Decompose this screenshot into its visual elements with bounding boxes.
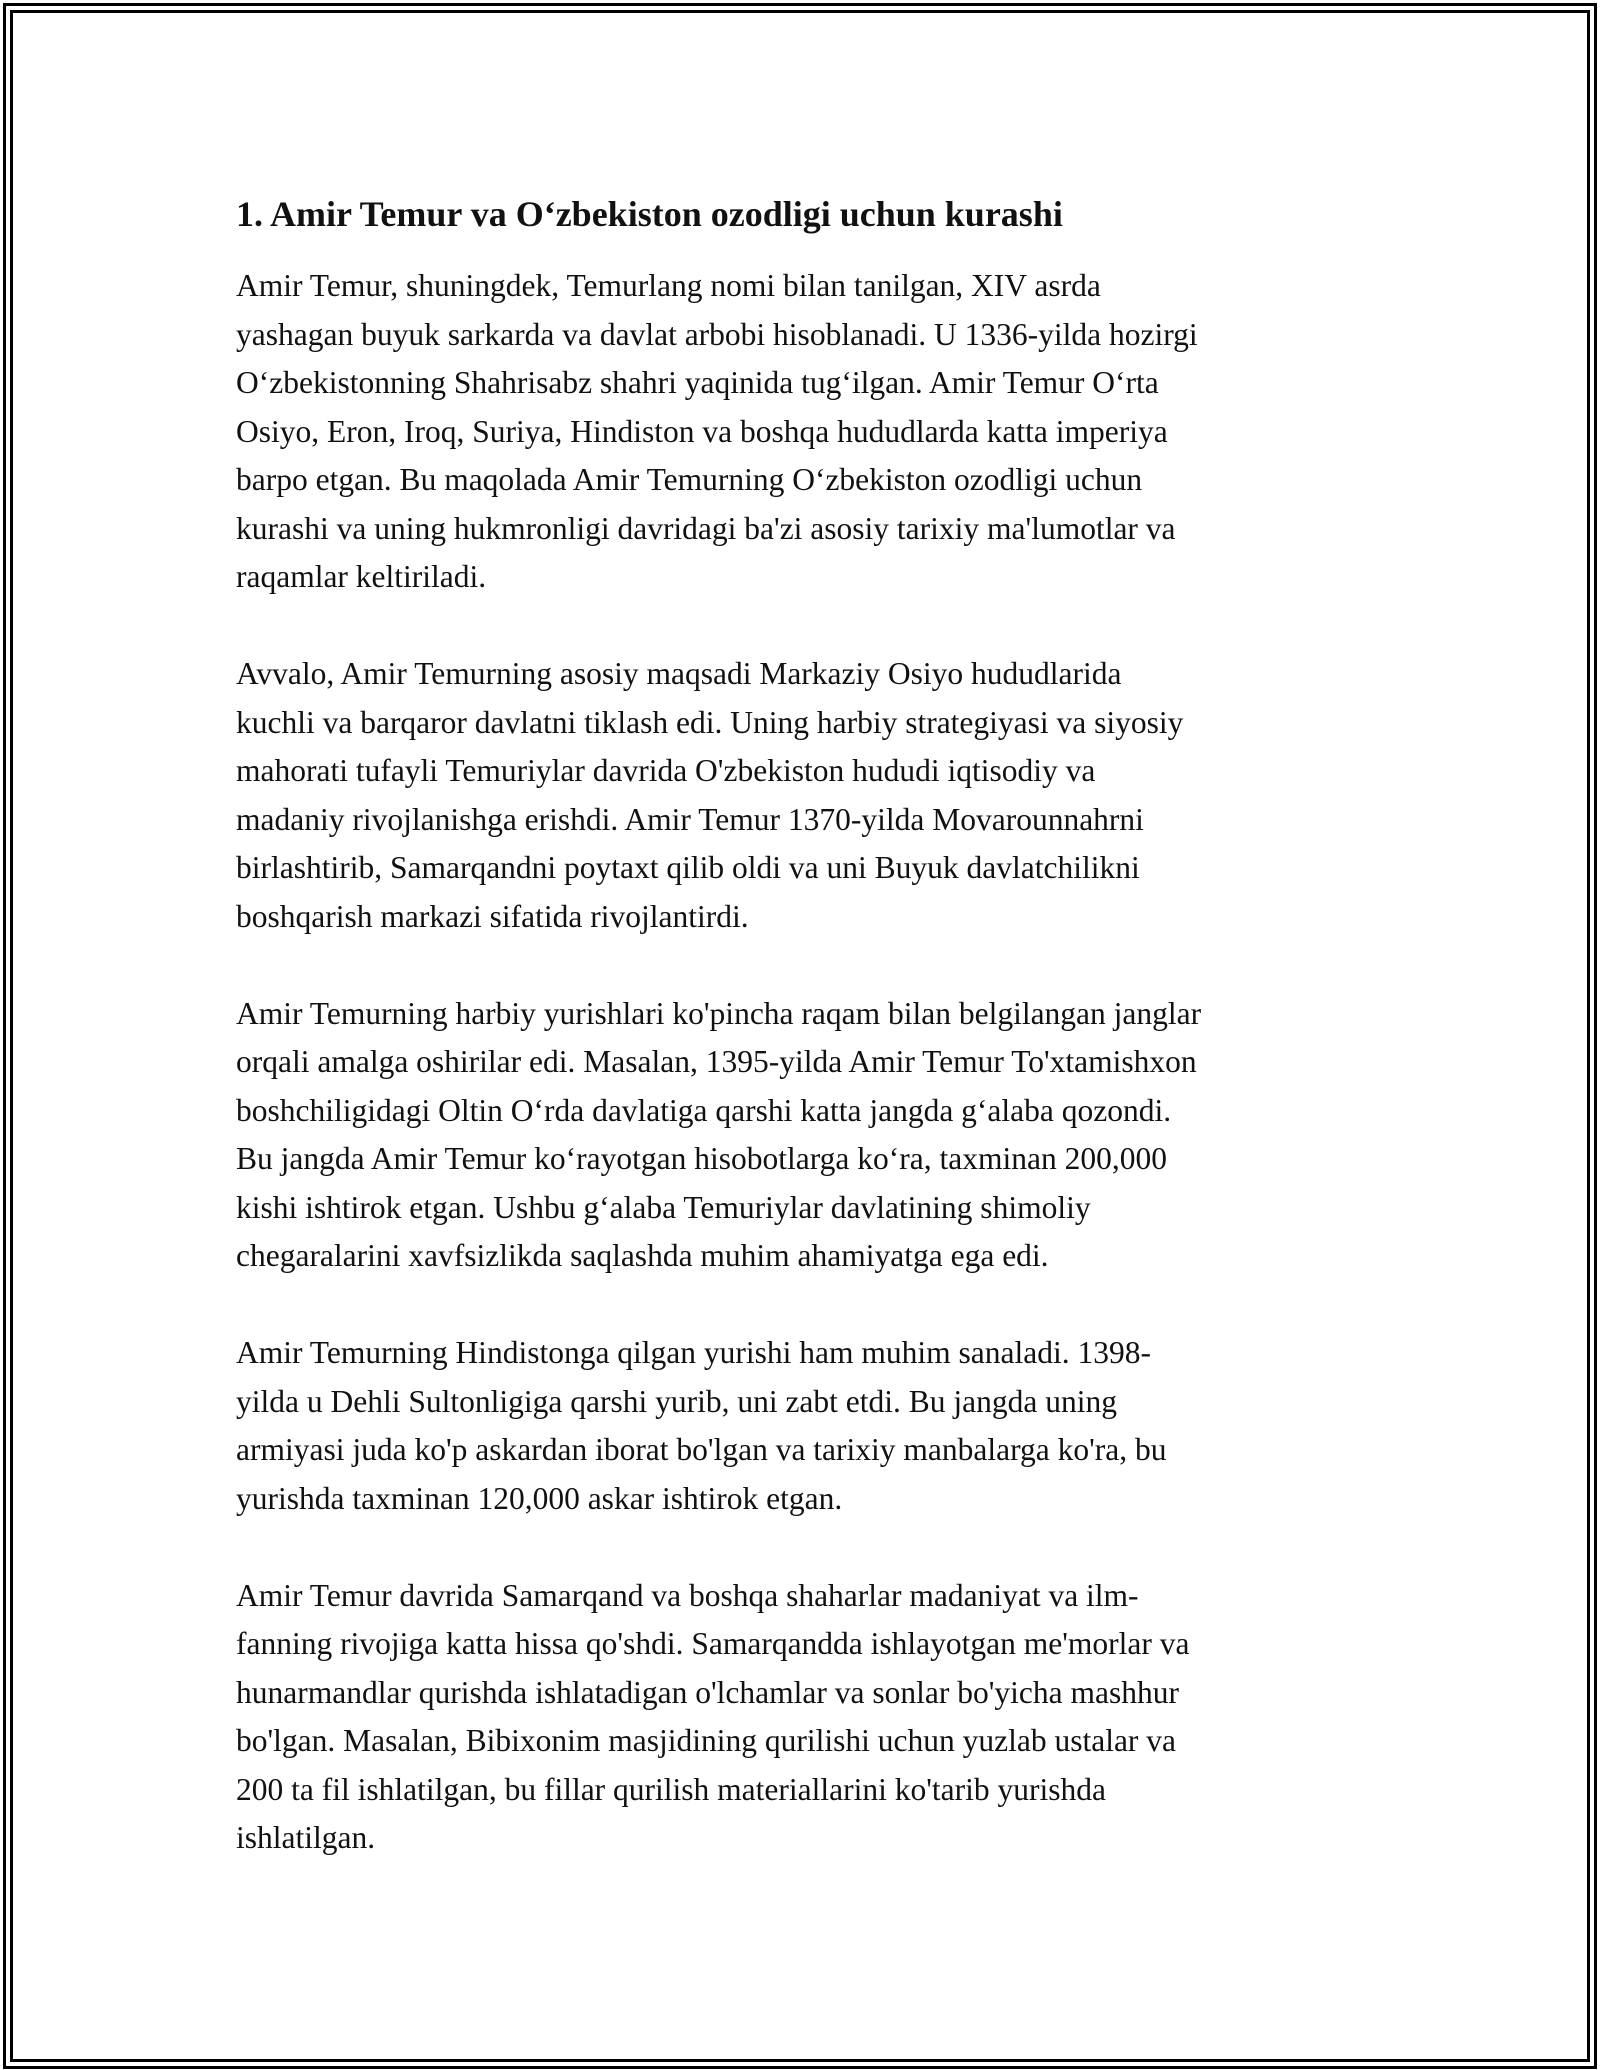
paragraph-line: Amir Temurning Hindistonga qilgan yurishi ham muhim sanaladi. 1398- <box>236 1335 1151 1370</box>
paragraph-line: Amir Temurning harbiy yurishlari ko'pincha raqam bilan belgilangan janglar <box>236 995 1202 1031</box>
paragraph-line: 200 ta fil ishlatilgan, bu fillar qurilish materiallarini ko'tarib yurishda <box>236 1771 1106 1807</box>
paragraph-line: ishlatilgan. <box>236 1820 376 1855</box>
paragraph-line: yilda u Dehli Sultonligiga qarshi yurib, uni zabt etdi. Bu jangda uning <box>236 1383 1118 1419</box>
paragraph-3 <box>236 990 1376 1281</box>
paragraph-4 <box>236 1329 1376 1523</box>
paragraph-line: yurishda taxminan 120,000 askar ishtirok etgan. <box>236 1480 843 1516</box>
paragraph-line: Osiyo, Eron, Iroq, Suriya, Hindiston va boshqa hududlarda katta imperiya <box>236 413 1168 449</box>
paragraph-line: yashagan buyuk sarkarda va davlat arbobi hisoblanadi. U 1336-yilda hozirgi <box>236 316 1198 352</box>
paragraph-line: orqali amalga oshirilar edi. Masalan, 1395-yilda Amir Temur To'xtamishxon <box>236 1044 1197 1079</box>
paragraph-line: kuchli va barqaror davlatni tiklash edi. Uning harbiy strategiyasi va siyosiy <box>236 704 1184 740</box>
paragraph-line: barpo etgan. Bu maqolada Amir Temurning O‘zbekiston ozodligi uchun <box>236 462 1143 497</box>
paragraph-line: hunarmandlar qurishda ishlatadigan o'lchamlar va sonlar bo'yicha mashhur <box>236 1674 1179 1710</box>
paragraph-line: Amir Temur davrida Samarqand va boshqa shaharlar madaniyat va ilm- <box>236 1577 1139 1613</box>
paragraph-line: boshchiligidagi Oltin O‘rda davlatiga qarshi katta jangda g‘alaba qozondi. <box>236 1092 1172 1128</box>
paragraph-line: bo'lgan. Masalan, Bibixonim masjidining qurilishi uchun yuzlab ustalar va <box>236 1723 1177 1758</box>
paragraph-line: mahorati tufayli Temuriylar davrida O'zbekiston hududi iqtisodiy va <box>236 753 1096 788</box>
paragraph-line: kurashi va uning hukmronligi davridagi ba'zi asosiy tarixiy ma'lumotlar va <box>236 510 1176 546</box>
paragraph-line: madaniy rivojlanishga erishdi. Amir Temur 1370-yilda Movarounnahrni <box>236 801 1144 837</box>
paragraph-line: armiyasi juda ko'p askardan iborat bo'lgan va tarixiy manbalarga ko'ra, bu <box>236 1432 1167 1467</box>
section-heading: 1. Amir Temur va O‘zbekiston ozodligi uchun kurashi <box>236 194 1063 234</box>
paragraph-5 <box>236 1572 1376 1863</box>
paragraph-1 <box>236 262 1376 602</box>
paragraph-line: O‘zbekistonning Shahrisabz shahri yaqinida tug‘ilgan. Amir Temur O‘rta <box>236 365 1159 400</box>
paragraph-line: raqamlar keltiriladi. <box>236 559 487 594</box>
document-body <box>236 190 1376 1911</box>
paragraph-2 <box>236 650 1376 941</box>
paragraph-line: fanning rivojiga katta hissa qo'shdi. Samarqandda ishlayotgan me'morlar va <box>236 1626 1190 1661</box>
paragraph-line: chegaralarini xavfsizlikda saqlashda muhim ahamiyatga ega edi. <box>236 1238 1049 1273</box>
paragraph-line: birlashtirib, Samarqandni poytaxt qilib oldi va uni Buyuk davlatchilikni <box>236 850 1140 885</box>
paragraph-line: Bu jangda Amir Temur ko‘rayotgan hisobotlarga ko‘ra, taxminan 200,000 <box>236 1141 1167 1176</box>
paragraph-line: boshqarish markazi sifatida rivojlantirdi. <box>236 898 749 934</box>
paragraph-line: Amir Temur, shuningdek, Temurlang nomi bilan tanilgan, XIV asrda <box>236 268 1101 303</box>
paragraph-line: Avvalo, Amir Temurning asosiy maqsadi Markaziy Osiyo hududlarida <box>236 656 1122 691</box>
paragraph-line: kishi ishtirok etgan. Ushbu g‘alaba Temuriylar davlatining shimoliy <box>236 1189 1091 1225</box>
